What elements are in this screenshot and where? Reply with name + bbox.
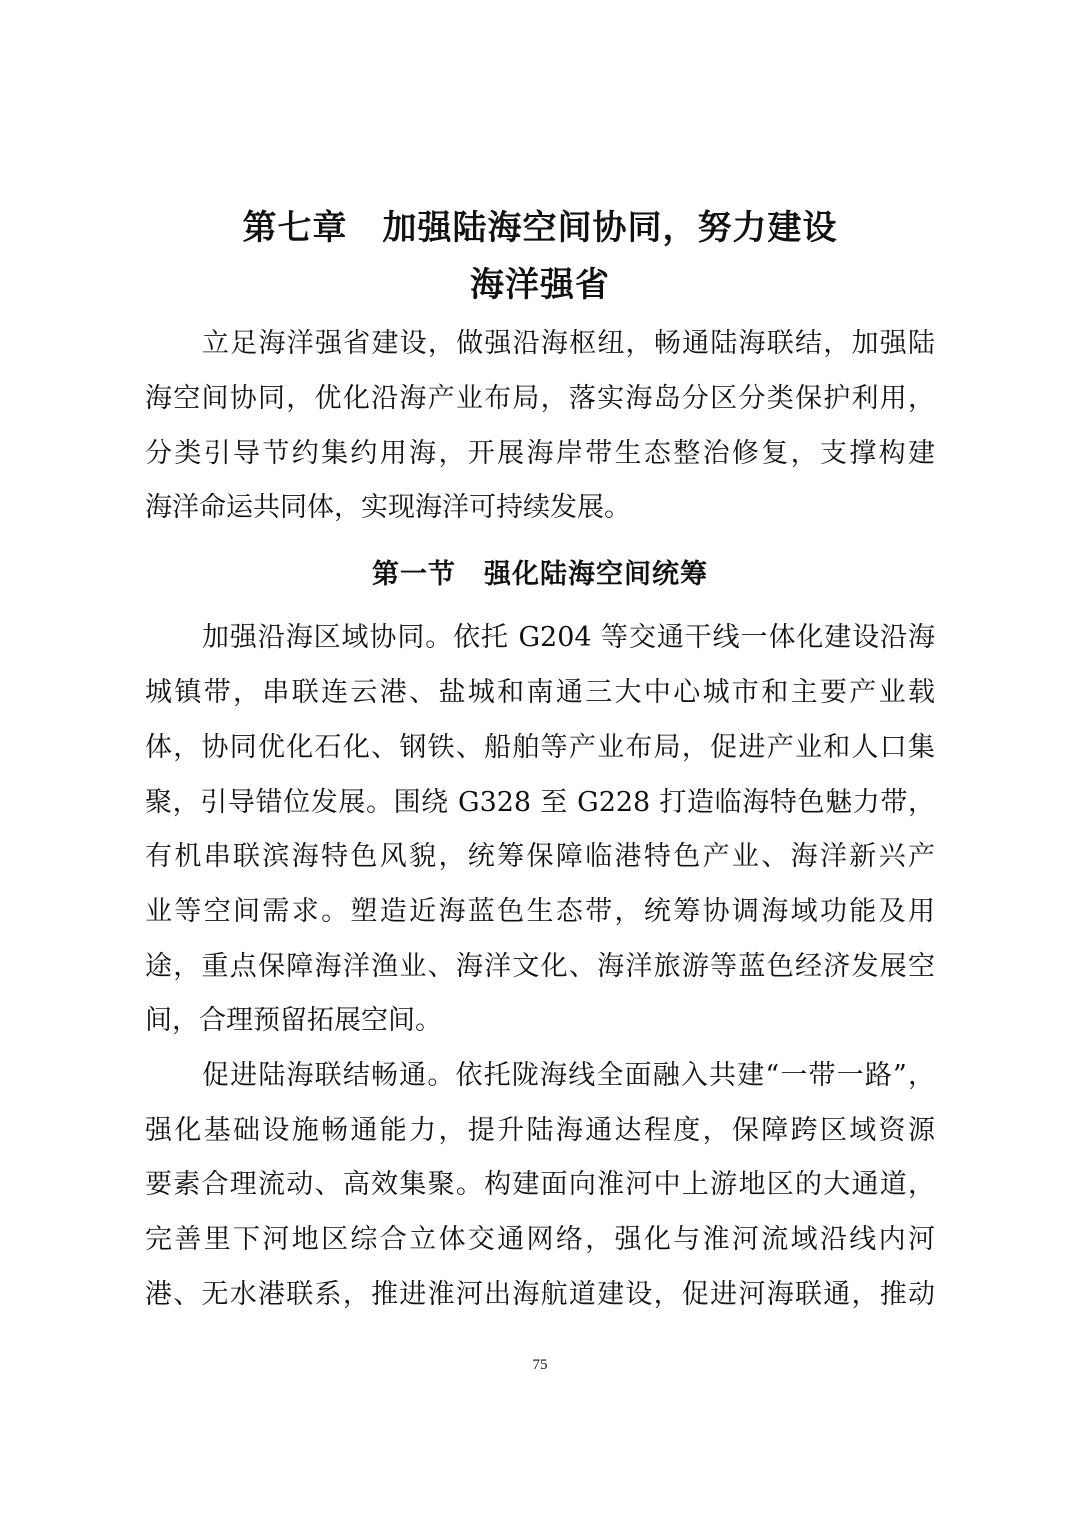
para1-line: 间，合理预留拓展空间。 bbox=[145, 1005, 442, 1036]
intro-line: 海洋命运共同体，实现海洋可持续发展。 bbox=[145, 492, 631, 523]
para2-line1-rest: 依托陇海线全面融入共建“一带一路”， bbox=[455, 1060, 935, 1091]
para2-line: 强化基础设施畅通能力，提升陆海通达程度，保障跨区域资源 bbox=[145, 1115, 935, 1146]
para1-line1-rest: 依托 G204 等交通干线一体化建设沿海 bbox=[453, 622, 935, 653]
para2-line: 港、无水港联系，推进淮河出海航道建设，促进河海联通，推动 bbox=[145, 1279, 935, 1310]
para1-line: 业等空间需求。塑造近海蓝色生态带，统筹协调海域功能及用 bbox=[145, 896, 935, 927]
para2-first-line bbox=[202, 1060, 935, 1092]
para2-line: 完善里下河地区综合立体交通网络，强化与淮河流域沿线内河 bbox=[145, 1224, 935, 1255]
para1-lead: 加强沿海区域协同。 bbox=[202, 622, 454, 653]
para1-line: 有机串联滨海特色风貌，统筹保障临港特色产业、海洋新兴产 bbox=[145, 841, 935, 872]
chapter-title-line-1: 第七章 加强陆海空间协同，努力建设 bbox=[242, 208, 838, 248]
para1-first-line bbox=[202, 622, 935, 654]
intro-line: 海空间协同，优化沿海产业布局，落实海岛分区分类保护利用， bbox=[145, 383, 935, 414]
section-title: 第一节 强化陆海空间统筹 bbox=[372, 559, 708, 590]
para1-line: 聚，引导错位发展。围绕 G328 至 G228 打造临海特色魅力带， bbox=[145, 787, 935, 818]
page-number: 75 bbox=[532, 1357, 548, 1373]
para2-line: 要素合理流动、高效集聚。构建面向淮河中上游地区的大通道， bbox=[145, 1169, 935, 1200]
intro-line: 分类引导节约集约用海，开展海岸带生态整治修复，支撑构建 bbox=[145, 438, 935, 469]
para1-line: 体，协同优化石化、钢铁、船舶等产业布局，促进产业和人口集 bbox=[145, 732, 935, 763]
para1-line: 城镇带，串联连云港、盐城和南通三大中心城市和主要产业载 bbox=[145, 677, 935, 708]
intro-line: 立足海洋强省建设，做强沿海枢纽，畅通陆海联结，加强陆 bbox=[202, 328, 935, 359]
para2-lead: 促进陆海联结畅通。 bbox=[202, 1060, 456, 1091]
para1-line: 途，重点保障海洋渔业、海洋文化、海洋旅游等蓝色经济发展空 bbox=[145, 951, 935, 982]
chapter-title-line-2: 海洋强省 bbox=[470, 265, 610, 305]
